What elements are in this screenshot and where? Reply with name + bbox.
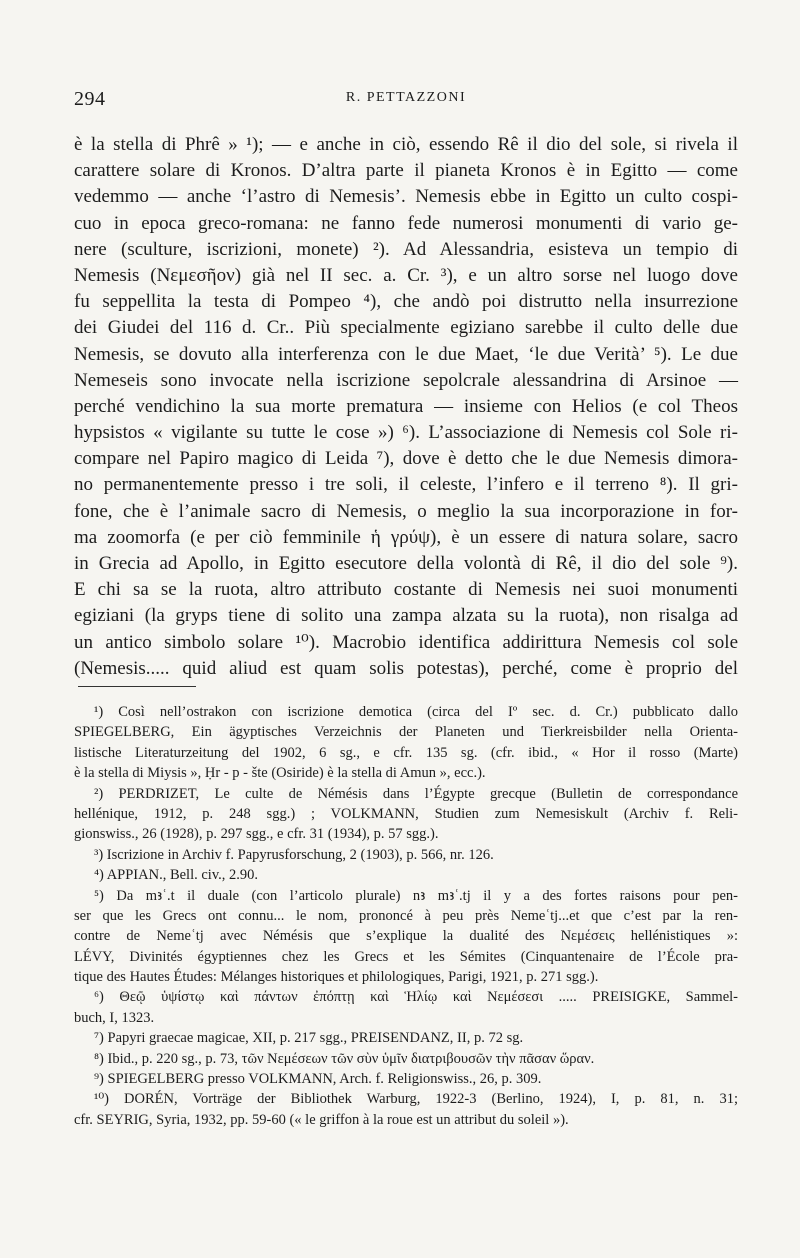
- text-line: Nemesis (Νεμεσῆον) già nel II sec. a. Cr. ³), e un altro sorse nel luogo dove: [74, 264, 738, 286]
- text-line: Nemesis, se dovuto alla interferenza con le due Maet, ‘le due Verità’ ⁵). Le due: [74, 343, 738, 365]
- main-text: [74, 132, 738, 682]
- footnote-line: ⁷) Papyri graecae magicae, XII, p. 217 sgg., PREISENDANZ, II, p. 72 sg.: [94, 1030, 524, 1047]
- footnote-line: LÉVY, Divinités égyptiennes chez les Grecs et les Sémites (Cinquantenaire de l’École pra-: [74, 948, 738, 965]
- text-line: ma zoomorfa (e per ciò femminile ἡ γρύψ), è un essere di natura solare, sacro: [74, 526, 738, 548]
- footnote-line: cfr. SEYRIG, Syria, 1932, pp. 59-60 (« le griffon à la roue est un attribut du soleil »).: [74, 1111, 569, 1128]
- text-line: cuo in epoca greco-romana: ne fanno fede numerosi monumenti di vario ge-: [74, 212, 738, 234]
- footnote-line: contre de Nemeʿtj avec Némésis que s’explique la dualité des Νεμέσεις hellénistiques »:: [74, 928, 738, 945]
- running-head: R. PETTAZZONI: [345, 90, 467, 105]
- text-line: perché vendichino la sua morte prematura — insieme con Helios (e col Theos: [74, 395, 738, 417]
- text-line: no permanentemente presso i tre soli, il celeste, l’infero e il terreno ⁸). Il gri-: [74, 474, 738, 496]
- page-number: 294: [74, 88, 106, 110]
- footnote-line: ⁸) Ibid., p. 220 sg., p. 73, τῶν Νεμέσεων τῶν σὺν ὑμῖν διατριβουσῶν τὴν πᾶσαν ὥραν.: [94, 1050, 595, 1067]
- footnote-line: ¹) Così nell’ostrakon con iscrizione demotica (circa del Iº sec. d. Cr.) pubblicato dallo: [94, 704, 738, 720]
- page-header: [74, 88, 738, 112]
- footnote-line: ¹⁰) DORÉN, Vorträge der Bibliothek Warburg, 1922-3 (Berlino, 1924), I, p. 81, n. 31;: [94, 1091, 738, 1108]
- footnotes: [74, 702, 738, 1130]
- footnote-line: hellénique, 1912, p. 248 sgg.) ; VOLKMANN, Studien zum Nemesiskult (Archiv f. Reli-: [74, 805, 738, 822]
- footnote-line: è la stella di Miysis », Ḥr - p - šte (Osiride) è la stella di Amun », ecc.).: [74, 765, 486, 782]
- footnote-line: ⁶) Θεῷ ὑψίστῳ καὶ πάντων ἐπόπτῃ καὶ Ἡλίῳ καὶ Νεμέσεσι ..... PREISIGKE, Sammel-: [94, 989, 738, 1006]
- footnote-line: gionswiss., 26 (1928), p. 297 sgg., e cfr. 31 (1934), p. 57 sgg.).: [74, 826, 439, 843]
- footnote-line: listische Literaturzeitung del 1902, 6 sg., e cfr. 135 sg. (cfr. ibid., « Hor il rosso (Marte): [74, 744, 738, 761]
- text-line: è la stella di Phrê » ¹); — e anche in ciò, essendo Rê il dio del sole, si rivela il: [74, 134, 738, 155]
- footnote-line: ²) PERDRIZET, Le culte de Némésis dans l’Égypte grecque (Bulletin de correspondance: [94, 785, 738, 802]
- text-line: nere (sculture, iscrizioni, monete) ²). Ad Alessandria, esisteva un tempio di: [74, 238, 738, 260]
- footnote-line: SPIEGELBERG, Ein ägyptisches Verzeichnis der Planeten und Tierkreisbilder nella Orienta-: [74, 724, 738, 741]
- footnote-separator: [78, 686, 196, 687]
- text-line: dei Giudei del 116 d. Cr.. Più specialmente egiziano sarebbe il culto delle due: [74, 317, 738, 339]
- text-line: compare nel Papiro magico di Leida ⁷), dove è detto che le due Nemesis dimora-: [74, 448, 738, 470]
- footnote-line: ⁴) APPIAN., Bell. civ., 2.90.: [94, 867, 259, 884]
- footnote-line: tique des Hautes Études: Mélanges historiques et philologiques, Parigi, 1921, p. 271 sgg.).: [74, 969, 599, 986]
- text-line: fu seppellita la testa di Pompeo ⁴), che andò poi distrutto nella insurrezione: [74, 291, 738, 313]
- text-line: hypsistos « vigilante su tutte le cose ») ⁶). L’associazione di Nemesis col Sole ri-: [74, 422, 738, 444]
- text-line: E chi sa se la ruota, altro attributo costante di Nemesis nei suoi monumenti: [74, 579, 738, 601]
- text-line: carattere solare di Kronos. D’altra parte il pianeta Kronos è in Egitto — come: [74, 160, 738, 182]
- text-line: Nemeseis sono invocate nella iscrizione sepolcrale alessandrina di Arsinoe —: [74, 369, 738, 391]
- footnote-line: ⁵) Da mꜣʿ.t il duale (con l’articolo plurale) nꜣ mꜣʿ.tj il y a des fortes raisons pour pen-: [94, 887, 738, 904]
- text-line: (Nemesis..... quid aliud est quam solis potestas), perché, come è proprio del: [74, 657, 738, 679]
- text-line: in Grecia ad Apollo, in Egitto esecutore della volontà di Rê, il dio del sole ⁹).: [74, 553, 738, 574]
- text-line: un antico simbolo solare ¹⁰). Macrobio identifica addirittura Nemesis col sole: [74, 631, 738, 653]
- footnote-line: buch, I, 1323.: [74, 1009, 155, 1026]
- footnote-line: ³) Iscrizione in Archiv f. Papyrusforschung, 2 (1903), p. 566, nr. 126.: [94, 846, 494, 863]
- text-line: vedemmo — anche ‘l’astro di Nemesis’. Nemesis ebbe in Egitto un culto cospi-: [74, 186, 738, 208]
- footnote-line: ⁹) SPIEGELBERG presso VOLKMANN, Arch. f. Religionswiss., 26, p. 309.: [94, 1071, 542, 1088]
- text-line: egiziani (la gryps tiene di solito una zampa alzata su la ruota), non risalga ad: [74, 605, 738, 627]
- footnote-line: ser que les Grecs ont connu... le nom, prononcé à peu près Nemeʿtj...et que c’est par la ren-: [74, 907, 738, 924]
- text-line: fone, che è l’animale sacro di Nemesis, o meglio la sua incorporazione in for-: [74, 500, 738, 522]
